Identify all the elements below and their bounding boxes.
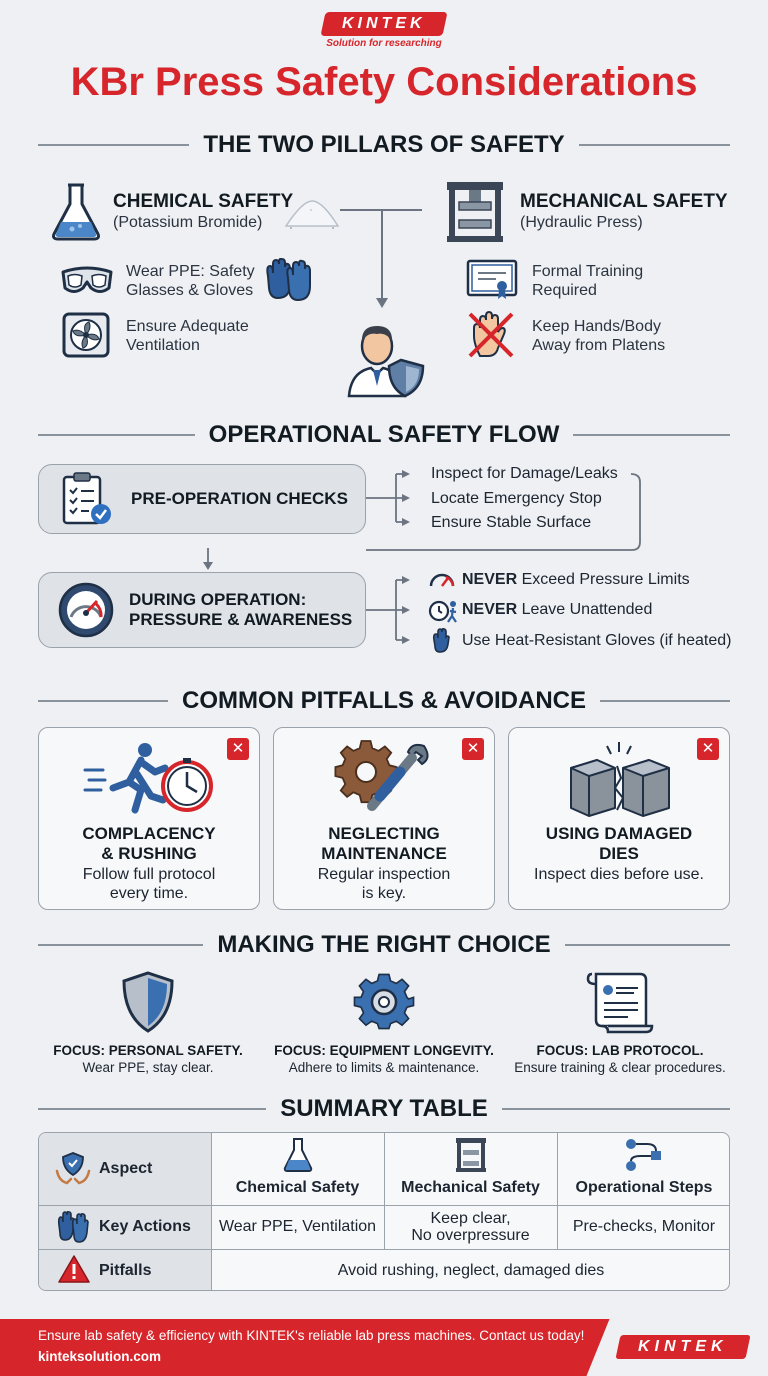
- table-cell: Avoid rushing, neglect, damaged dies: [337, 1261, 605, 1279]
- pitfall-desc: Inspect dies before use.: [534, 866, 704, 883]
- ventilation-item: Ensure Adequate Ventilation: [126, 318, 249, 354]
- pitfall-card-damaged-dies: [508, 727, 730, 910]
- flask-icon: [283, 1137, 313, 1173]
- hands-shield-icon: [55, 1151, 91, 1187]
- table-row-key-actions: Key Actions: [99, 1218, 191, 1235]
- table-col-mechanical: Mechanical Safety: [401, 1179, 540, 1196]
- running-clock-icon: [83, 740, 215, 816]
- pitfall-title: USING DAMAGED DIES: [545, 824, 693, 863]
- page-title: KBr Press Safety Considerations: [70, 60, 698, 104]
- footer-logo: KINTEK: [615, 1335, 750, 1359]
- close-icon: ✕: [462, 738, 484, 760]
- safety-officer-icon: [343, 316, 427, 398]
- choice-equipment-longevity: FOCUS: EQUIPMENT LONGEVITY. Adhere to limits & maintenance.: [274, 1043, 494, 1075]
- flask-icon: [50, 182, 102, 242]
- close-icon: ✕: [227, 738, 249, 760]
- summary-heading: SUMMARY TABLE: [38, 1094, 730, 1124]
- never-exceed-item: NEVER Exceed Pressure Limits: [462, 571, 690, 588]
- choice-heading: MAKING THE RIGHT CHOICE: [38, 930, 730, 960]
- warning-icon: [57, 1254, 91, 1284]
- gear-icon: [352, 970, 416, 1034]
- logo-text: KINTEK: [342, 15, 426, 32]
- ventilation-fan-icon: [62, 312, 110, 358]
- mechanical-safety-title: MECHANICAL SAFETY: [520, 191, 728, 212]
- pillars-heading: THE TWO PILLARS OF SAFETY: [38, 130, 730, 160]
- keep-away-item: Keep Hands/Body Away from Platens: [532, 318, 666, 354]
- gloves-icon: [55, 1211, 91, 1243]
- chemical-safety-title: CHEMICAL SAFETY: [113, 191, 294, 212]
- certificate-icon: [466, 259, 518, 301]
- pre-check-estop: Locate Emergency Stop: [431, 490, 602, 507]
- during-operation-label: DURING OPERATION: PRESSURE & AWARENESS: [129, 590, 353, 629]
- choice-personal-safety: FOCUS: PERSONAL SAFETY. Wear PPE, stay clear.: [53, 1043, 243, 1075]
- clipboard-check-icon: [61, 472, 113, 526]
- choice-lab-protocol: FOCUS: LAB PROTOCOL. Ensure training & clear procedures.: [514, 1043, 726, 1075]
- pitfall-desc: Follow full protocol every time.: [82, 866, 216, 902]
- broken-die-icon: [567, 738, 673, 818]
- flow-heading: OPERATIONAL SAFETY FLOW: [38, 420, 730, 450]
- pre-operation-label: PRE-OPERATION CHECKS: [131, 489, 348, 508]
- table-col-aspect: Aspect: [99, 1160, 153, 1177]
- during-connector: [366, 572, 430, 652]
- gloves-icon: [262, 258, 316, 302]
- pitfall-desc: Regular inspection is key.: [317, 866, 451, 902]
- kintek-logo: [320, 12, 447, 36]
- pitfall-title: COMPLACENCY & RUSHING: [82, 824, 216, 863]
- pre-check-surface: Ensure Stable Surface: [431, 514, 592, 531]
- flow-down-arrow: [200, 548, 220, 572]
- process-flow-icon: [623, 1137, 663, 1173]
- pressure-gauge-icon: [57, 581, 115, 639]
- table-cell: Wear PPE, Ventilation: [218, 1218, 377, 1235]
- chemical-safety-subtitle: (Potassium Bromide): [113, 214, 263, 231]
- safety-glasses-icon: [60, 262, 114, 298]
- table-col-operational: Operational Steps: [575, 1179, 713, 1196]
- table-row-pitfalls: Pitfalls: [99, 1261, 152, 1279]
- pre-check-damage: Inspect for Damage/Leaks: [431, 465, 618, 482]
- pillars-connector: [340, 200, 430, 312]
- table-cell: Keep clear, No overpressure: [411, 1210, 530, 1244]
- pitfall-card-complacency: [38, 727, 260, 910]
- footer-url[interactable]: kinteksolution.com: [38, 1349, 162, 1364]
- training-item: Formal Training Required: [532, 263, 644, 299]
- pitfall-title: NEGLECTING MAINTENANCE: [321, 824, 447, 863]
- pressure-limit-icon: [428, 568, 456, 590]
- footer-banner: [0, 1319, 768, 1376]
- logo-tagline: Solution for researching: [326, 38, 442, 49]
- hydraulic-press-icon: [455, 1137, 487, 1173]
- table-cell: Pre-checks, Monitor: [572, 1218, 716, 1235]
- heat-gloves-item: Use Heat-Resistant Gloves (if heated): [462, 632, 732, 649]
- gear-wrench-icon: [332, 738, 436, 818]
- no-hands-icon: [466, 310, 516, 360]
- protocol-scroll-icon: [586, 970, 654, 1034]
- pitfall-card-maintenance: [273, 727, 495, 910]
- mechanical-safety-subtitle: (Hydraulic Press): [520, 214, 643, 231]
- footer-text: Ensure lab safety & efficiency with KINTEK's reliable lab press machines. Contact us today!: [38, 1328, 585, 1343]
- summary-table: [38, 1132, 730, 1291]
- ppe-item: Wear PPE: Safety Glasses & Gloves: [126, 263, 255, 299]
- pre-operation-box: [38, 464, 366, 534]
- during-operation-box: [38, 572, 366, 648]
- heat-glove-icon: [430, 628, 452, 654]
- hydraulic-press-icon: [445, 180, 505, 244]
- pitfalls-heading: COMMON PITFALLS & AVOIDANCE: [38, 686, 730, 716]
- never-unattended-item: NEVER Leave Unattended: [462, 601, 653, 618]
- close-icon: ✕: [697, 738, 719, 760]
- table-col-chemical: Chemical Safety: [235, 1179, 360, 1196]
- shield-icon: [120, 970, 176, 1034]
- stopwatch-person-icon: [428, 598, 460, 624]
- powder-pile-icon: [283, 196, 341, 230]
